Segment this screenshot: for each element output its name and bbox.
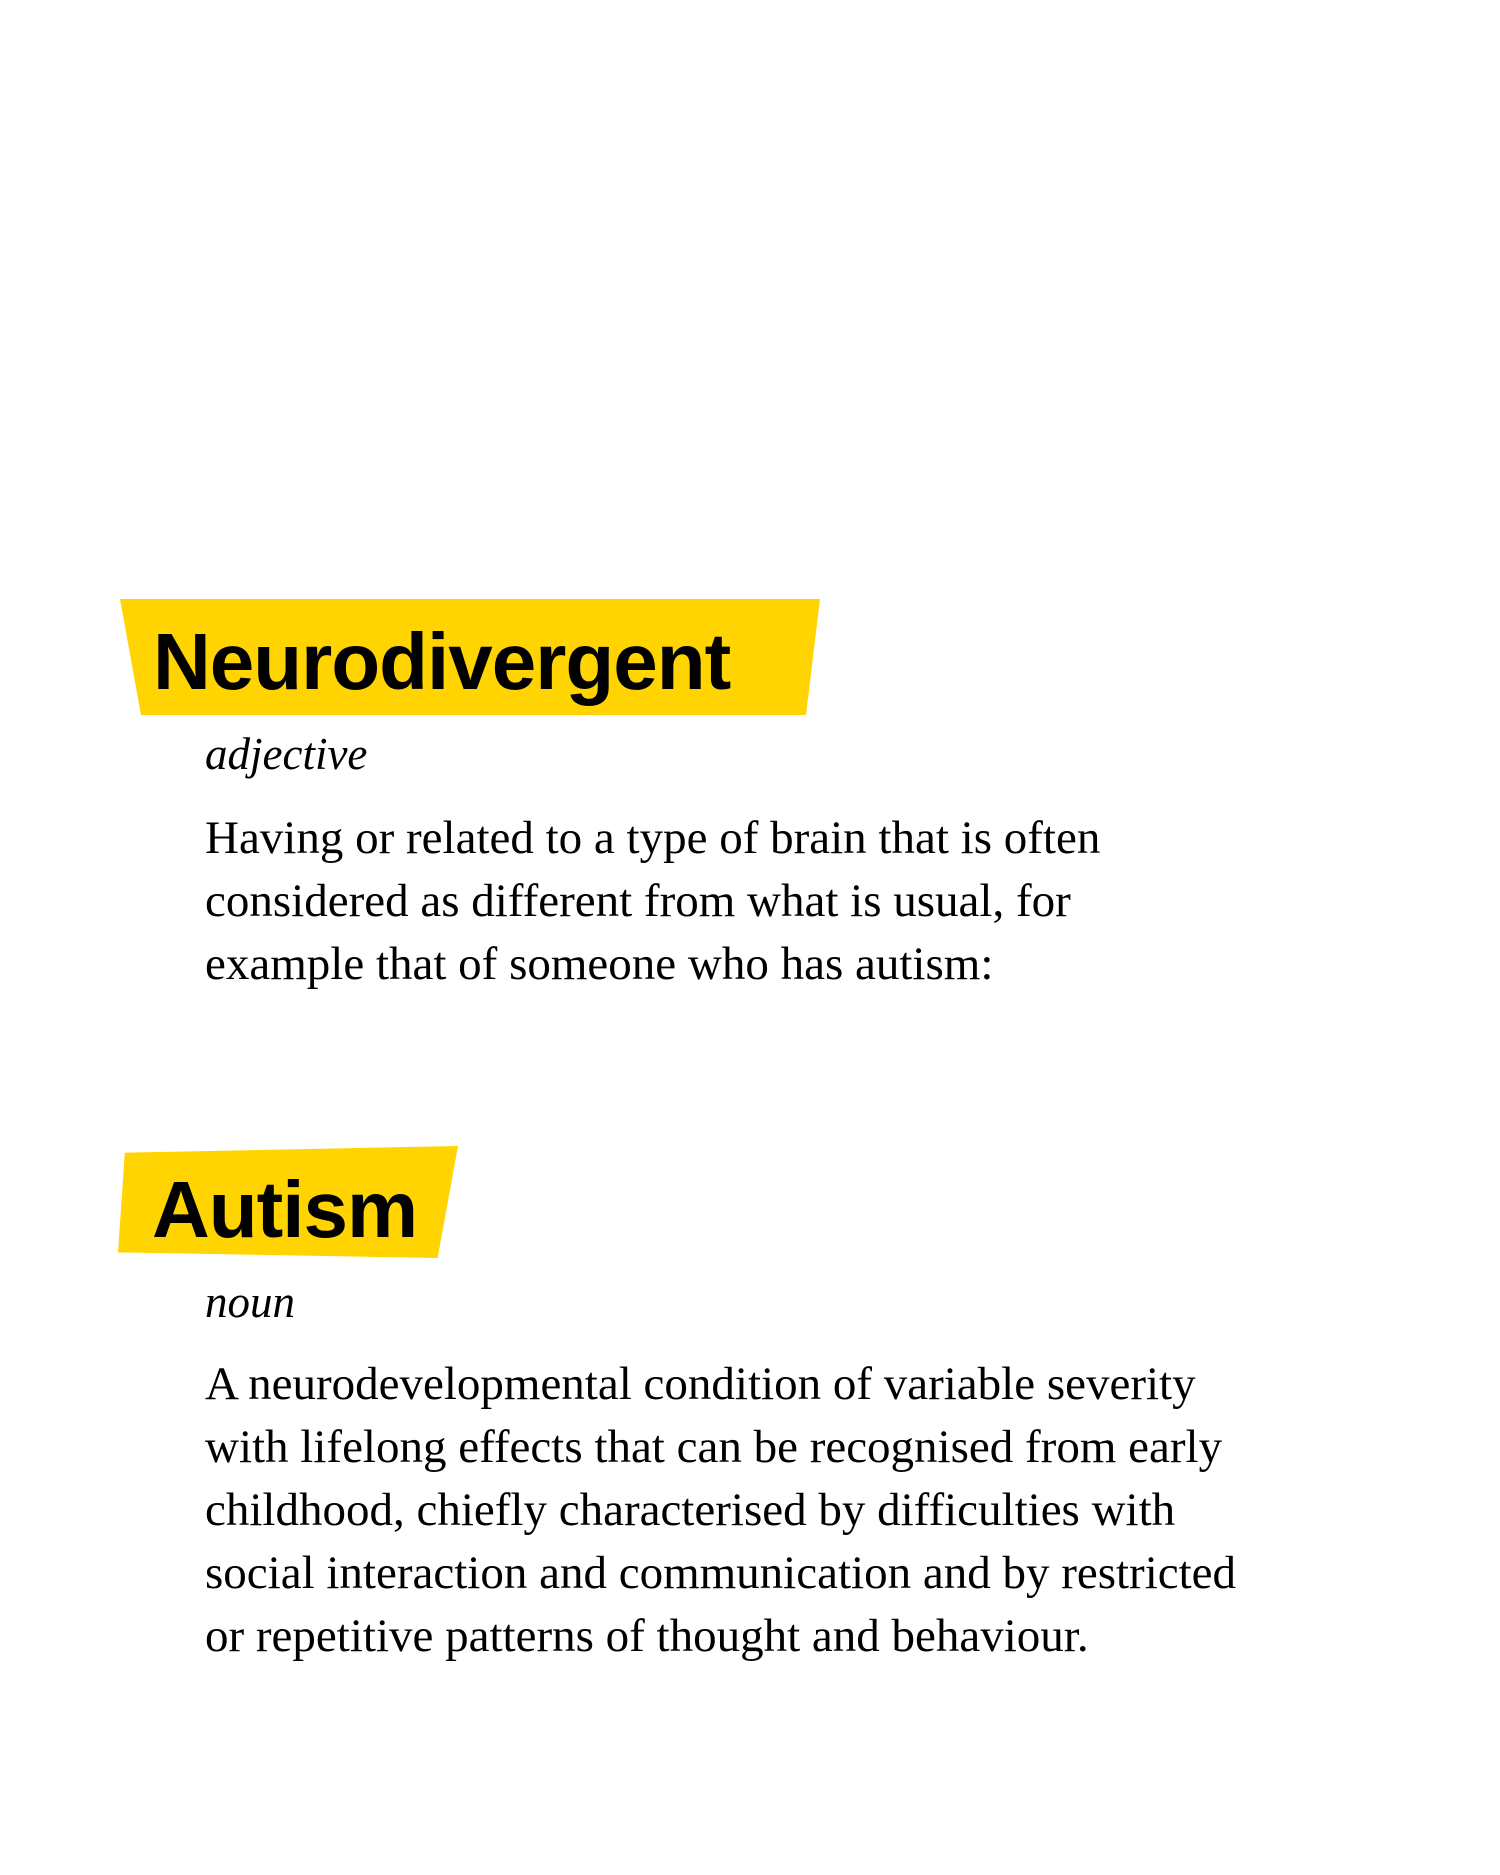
entry-definition: Having or related to a type of brain that is often considered as different from what is usual, for example that of someone who has autism: — [205, 812, 1101, 990]
part-of-speech: adjective — [205, 729, 368, 779]
entry-term: Neurodivergent — [153, 617, 731, 706]
entry-definition: A neurodevelopmental condition of variable severity with lifelong effects that can be recognised from early childhood, chiefly characterised by difficulties with social interaction and communication and by restricted or repetitive patterns of thought and behaviour. — [205, 1358, 1237, 1662]
entry-term: Autism — [152, 1165, 418, 1254]
part-of-speech: noun — [205, 1277, 295, 1327]
